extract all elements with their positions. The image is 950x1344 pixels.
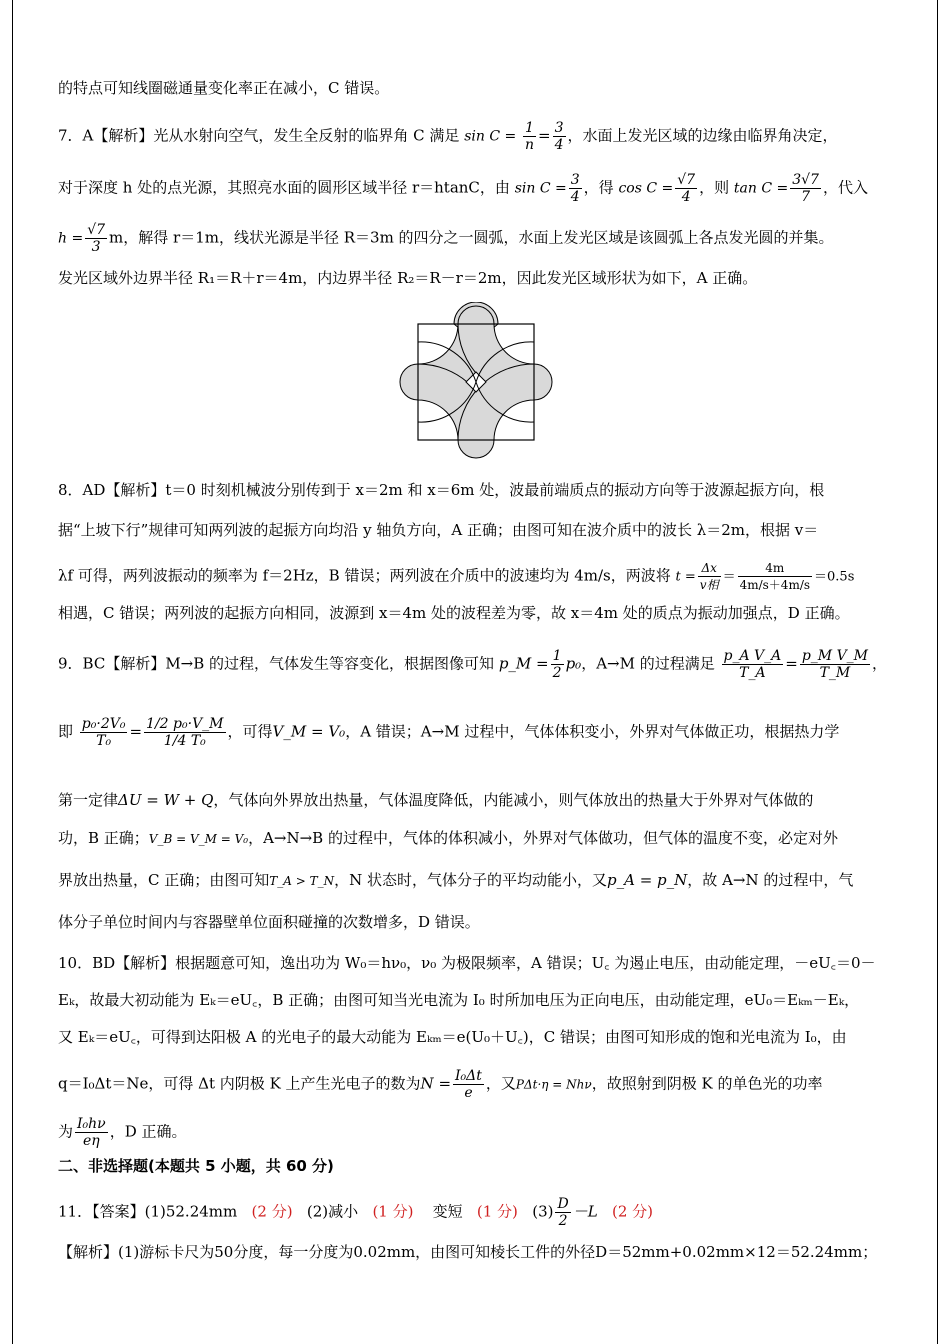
q7-line-1: 7．A【解析】光从水射向空气，发生全反射的临界角 C 满足 sin C = $\frac{1}{n}$ = $\frac{3}{4}$ ，水面上发光区域的边缘由临界角决定， [58, 120, 838, 153]
q9-line-3: 第一定律ΔU = W + Q，气体向外界放出热量，气体温度降低，内能减小，则气体放出的热量大于外界对气体做的 [58, 791, 814, 809]
text-line: 的特点可知线圈磁通量变化率正在减小，C 错误。 [58, 79, 390, 97]
q9-line-2: 即 $\frac{\text{p₀·2V₀}}{\text{T₀}}$ = $\frac{\text{1/2 p₀·V\_M}}{\text{1/4 T₀}}$ ，可得V_M = V₀，A 错误；A→M 过程中，气体体积变小，外界对气体做正功，根据热力学 [58, 716, 840, 749]
q7-line-2: 对于深度 h 处的点光源，其照亮水面的圆形区域半径 r＝htanC，由 sin C = $\frac{3}{4}$ ，得 cos C = $\frac{√7}{4}$ ，则 tan C = $\frac{3√7}{7}$ ，代入 [58, 172, 868, 205]
left-margin-line [12, 0, 13, 1344]
light-region-figure [396, 302, 556, 462]
q8-line-1: 8．AD【解析】t＝0 时刻机械波分别传到于 x＝2m 和 x＝6m 处，波最前端质点的振动方向等于波源起振方向，根 [58, 481, 825, 499]
q9-line-6: 体分子单位时间内与容器壁单位面积碰撞的次数增多，D 错误。 [58, 913, 480, 931]
q9-line-4: 功，B 正确；V_B = V_M = V₀，A→N→B 的过程中，气体的体积减小，外界对气体做功，但气体的温度不变，必定对外 [58, 829, 838, 847]
q9-line-1: 9．BC【解析】M→B 的过程，气体发生等容变化，根据图像可知 p_M = $\frac{1}{2}$ p₀，A→M 的过程满足 $\frac{\text{p\_A V\_A}}{T\_A}$ = $\frac{\text{p\_M V\_M}}{T\_M}$ ， [58, 648, 888, 681]
q10-line-2: Eₖ，故最大初动能为 Eₖ＝eU꜀，B 正确；由图可知当光电流为 I₀ 时所加电压为正向电压，由动能定理，eU₀＝Eₖₘ－Eₖ， [58, 991, 860, 1009]
q11-answer-line: 11．【答案】(1)52.24mm (2 分) (2)减小 (1 分) 变短 (1 分) (3) $\frac{D}{2}$ －L (2 分) [58, 1196, 654, 1229]
right-margin-line [937, 0, 938, 1344]
q7-line-4: 发光区域外边界半径 R₁＝R＋r＝4m，内边界半径 R₂＝R－r＝2m，因此发光区域形状为如下，A 正确。 [58, 269, 758, 287]
q8-line-4: 相遇，C 错误；两列波的起振方向相同，波源到 x＝4m 处的波程差为零，故 x＝4m 处的质点为振动加强点，D 正确。 [58, 604, 850, 622]
q10-line-4: q＝I₀Δt＝Ne，可得 Δt 内阴极 K 上产生光电子的数为N = $\frac{\text{I₀Δt}}{e}$ ，又PΔt·η = Nhν，故照射到阴极 K 的单色光的功率 [58, 1068, 823, 1101]
q9-line-5: 界放出热量，C 正确；由图可知T_A > T_N，N 状态时，气体分子的平均动能小，又p_A = p_N，故 A→N 的过程中，气 [58, 871, 854, 889]
q10-line-5: 为 $\frac{\text{I₀hν}}{e\eta}$ ，D 正确。 [58, 1116, 187, 1149]
q10-line-1: 10．BD【解析】根据题意可知，逸出功为 W₀＝hν₀，ν₀ 为极限频率，A 错误；U꜀ 为遏止电压，由动能定理，－eU꜀＝0－ [58, 954, 876, 972]
q8-line-3: λf 可得，两列波振动的频率为 f＝2Hz，B 错误；两列波在介质中的波速均为 4m/s，两波将 t = $\frac{\Delta x}{\text{v相}}$ ＝ $\frac{4m}{4m/s+4m/s}$ ＝0.5s [58, 561, 855, 592]
q7-line-3: h = $\frac{√7}{3}$ m，解得 r＝1m，线状光源是半径 R＝3m 的四分之一圆弧，水面上发光区域是该圆弧上各点发光圆的并集。 [58, 222, 834, 255]
q8-line-2: 据“上坡下行”规律可知两列波的起振方向均沿 y 轴负方向，A 正确；由图可知在波介质中的波长 λ＝2m，根据 v＝ [58, 521, 819, 539]
section-heading: 二、非选择题(本题共 5 小题，共 60 分) [58, 1157, 334, 1175]
q11-analysis-line: 【解析】(1)游标卡尺为50分度，每一分度为0.02mm，由图可知棱长工件的外径D＝52mm+0.02mm×12＝52.24mm； [58, 1243, 878, 1261]
q10-line-3: 又 Eₖ＝eU꜀，可得到达阳极 A 的光电子的最大动能为 Eₖₘ＝e(U₀＋U꜀)，C 错误；由图可知形成的饱和光电流为 I₀，由 [58, 1028, 847, 1046]
